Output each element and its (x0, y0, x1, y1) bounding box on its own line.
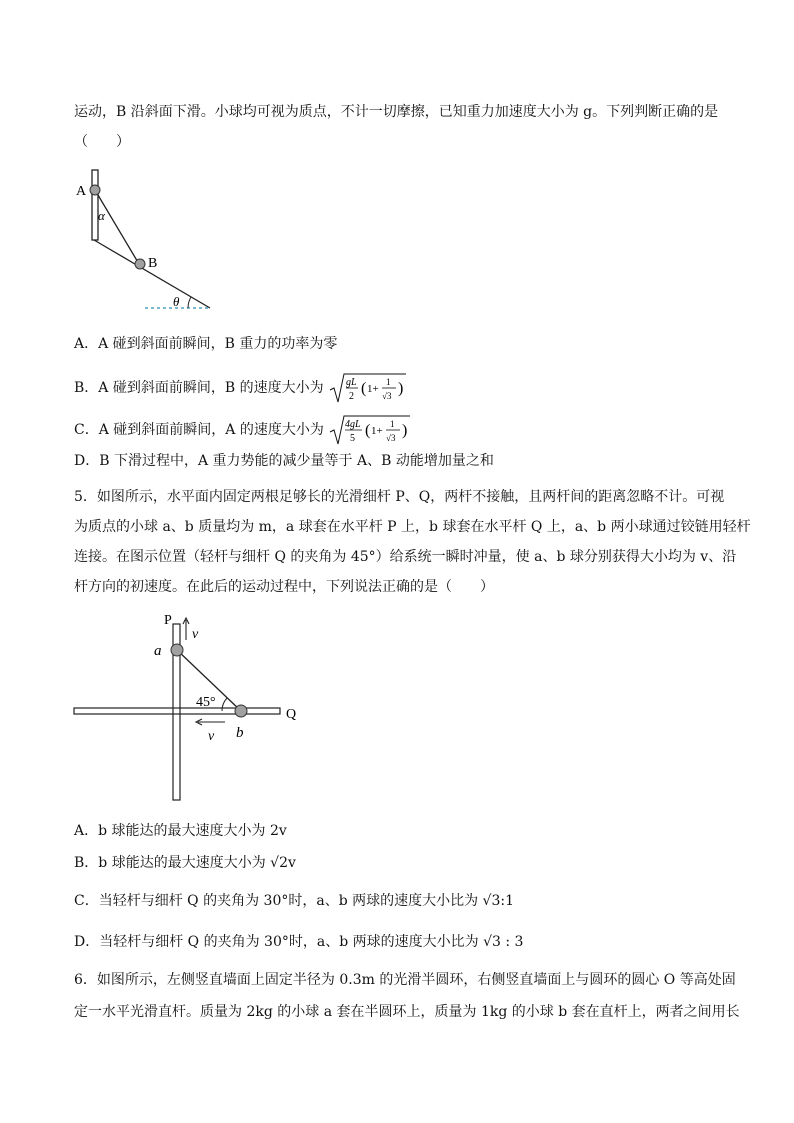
q4-option-c (74, 414, 412, 446)
vertical-rod (92, 170, 98, 240)
q6-line1: 6．如图所示，左侧竖直墙面上固定半径为 0.3m 的光滑半圆环，右侧竖直墙面上与圆环的圆心 O 等高处固 (74, 972, 736, 988)
q5-option-d: D．当轻杆与细杆 Q 的夹角为 30°时，a、b 两球的速度大小比为 √3 : 3 (74, 934, 524, 950)
q4-option-c-formula (328, 414, 412, 446)
b-den: 2 (349, 391, 355, 402)
theta-arc (188, 297, 191, 308)
label-b: B (148, 256, 158, 271)
label-theta: θ (173, 294, 180, 309)
c-frac-num: 1 (390, 419, 395, 429)
label-q: Q (286, 707, 297, 722)
q4-option-b-formula (328, 372, 408, 404)
svg-text:(: ( (365, 422, 371, 439)
label-angle: 45° (196, 695, 216, 710)
c-den: 5 (350, 433, 356, 444)
c-frac-den: √3 (386, 433, 396, 443)
label-v-bottom: v (208, 729, 215, 744)
q5-line4: 杆方向的初速度。在此后的运动过程中，下列说法正确的是（ ） (74, 579, 494, 595)
q5-line3: 连接。在图示位置（轻杆与细杆 Q 的夹角为 45°）给系统一瞬时冲量，使 a、b 球分别获得大小均为 v、沿 (74, 549, 737, 565)
q5-option-c: C．当轻杆与细杆 Q 的夹角为 30°时，a、b 两球的速度大小比为 √3:1 (74, 893, 515, 909)
label-p: P (164, 613, 172, 628)
q5-line1: 5．如图所示，水平面内固定两根足够长的光滑细杆 P、Q，两杆不接触，且两杆间的距离忽略不计。可视 (74, 489, 725, 505)
q4-option-c-text: C．A 碰到斜面前瞬间，A 的速度大小为 (74, 422, 324, 438)
label-v-top: v (192, 627, 199, 642)
b-frac-den: √3 (382, 391, 392, 401)
q4-option-a: A．A 碰到斜面前瞬间，B 重力的功率为零 (74, 336, 338, 352)
q4-paren: （ ） (74, 134, 130, 150)
ball-a-q5 (171, 644, 183, 656)
ball-b (135, 259, 145, 269)
q5-option-b: B．b 球能达的最大速度大小为 √2v (74, 855, 296, 871)
label-b-q5: b (236, 725, 244, 741)
q5-figure (70, 610, 320, 805)
b-inner: 1+ (367, 383, 379, 395)
svg-text:): ) (398, 380, 404, 397)
svg-text:): ) (402, 422, 408, 439)
q5-option-a: A．b 球能达的最大速度大小为 2v (74, 823, 287, 839)
c-inner: 1+ (371, 425, 384, 437)
ball-b-q5 (235, 705, 247, 717)
q6-line2: 定一水平光滑直杆。质量为 2kg 的小球 a 套在半圆环上，质量为 1kg 的小球 b 套在直杆上，两者之间用长 (74, 1004, 740, 1020)
ball-a (90, 185, 100, 195)
incline (94, 240, 210, 308)
label-a: A (76, 184, 87, 199)
q4-option-b-text: B．A 碰到斜面前瞬间，B 的速度大小为 (74, 380, 324, 396)
q4-option-d: D．B 下滑过程中，A 重力势能的减少量等于 A、B 动能增加量之和 (74, 453, 494, 469)
label-alpha: α (98, 208, 105, 223)
label-a-q5: a (154, 643, 162, 659)
q4-figure (70, 168, 220, 316)
q4-option-b (74, 372, 408, 404)
c-num: 4gL (345, 419, 361, 430)
b-num: gL (346, 377, 357, 388)
q4-line1: 运动，B 沿斜面下滑。小球均可视为质点，不计一切摩擦，已知重力加速度大小为 g。下列判断正确的是 (74, 104, 719, 120)
q5-line2: 为质点的小球 a、b 质量均为 m，a 球套在水平杆 P 上，b 球套在水平杆 Q 上，a、b 两小球通过铰链用轻杆 (74, 519, 751, 535)
b-frac-num: 1 (386, 377, 391, 387)
svg-text:(: ( (361, 380, 367, 397)
rod-q (74, 708, 280, 714)
